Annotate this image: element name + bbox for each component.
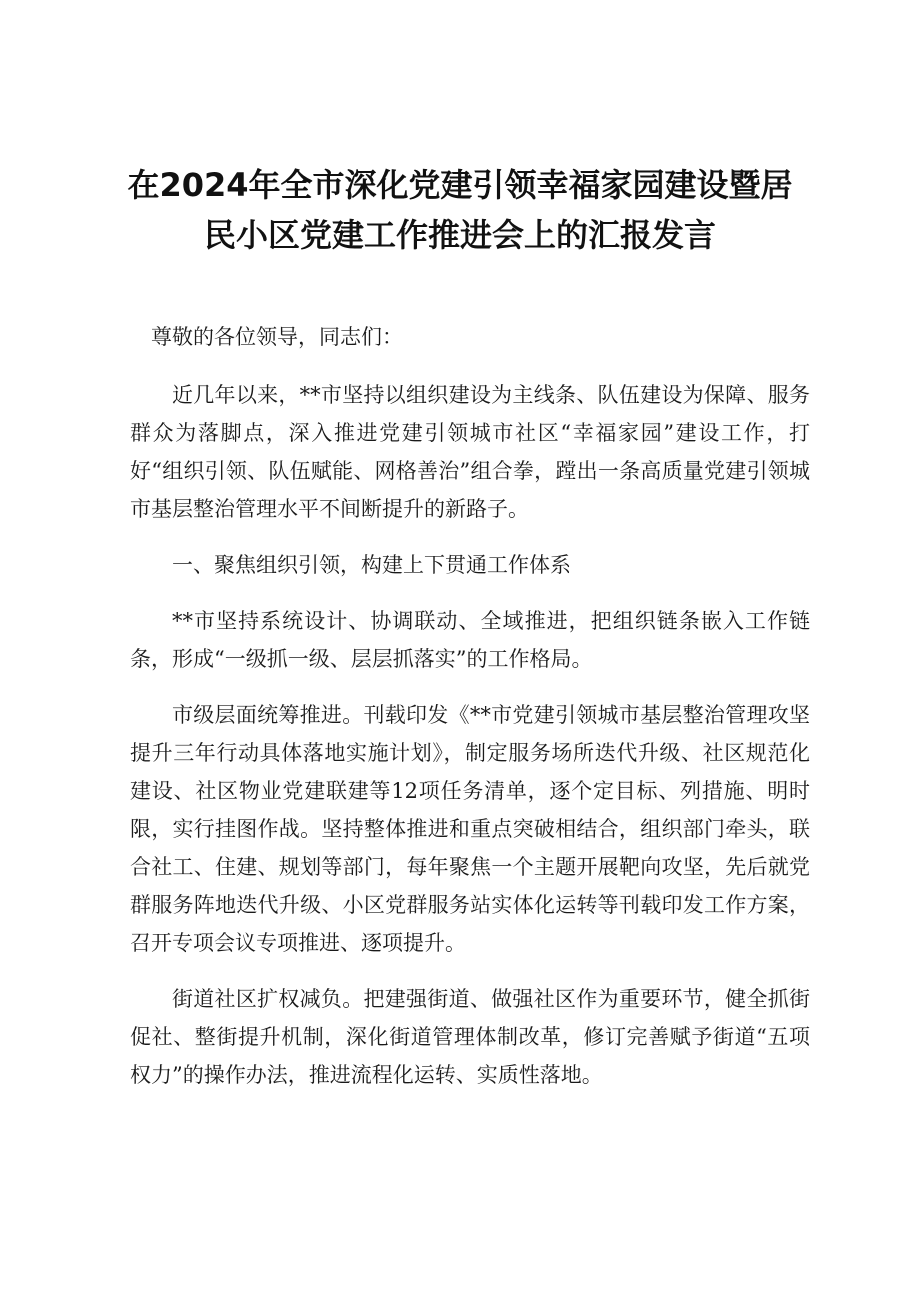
paragraph-intro: 近几年以来，**市坚持以组织建设为主线条、队伍建设为保障、服务群众为落脚点，深入推进党建引领城市社区“幸福家园”建设工作，打好“组织引领、队伍赋能、网格善治”组合拳，蹚出一条高质量党建引领城市基层整治管理水平不间断提升的新路子。 [130,383,810,521]
paragraph-section-1-overview: **市坚持系统设计、协调联动、全域推进，把组织链条嵌入工作链条，形成“一级抓一级、层层抓落实”的工作格局。 [130,609,810,671]
salutation: 尊敬的各位领导，同志们： [151,325,403,349]
title-line-1: 在2024年全市深化党建引领幸福家园建设暨居 [127,166,793,204]
title-line-2: 民小区党建工作推进会上的汇报发言 [203,216,716,254]
document-body [130,318,810,1094]
section-heading-1: 一、聚焦组织引领，构建上下贯通工作体系 [172,553,571,577]
document-title [120,160,800,260]
paragraph-street-community: 街道社区扩权减负。把建强街道、做强社区作为重要环节，健全抓街促社、整街提升机制，深化街道管理体制改革，修订完善赋予街道“五项权力”的操作办法，推进流程化运转、实质性落地。 [130,987,810,1087]
paragraph-city-level: 市级层面统筹推进。刊载印发《**市党建引领城市基层整治管理攻坚提升三年行动具体落地实施计划》，制定服务场所迭代升级、社区规范化建设、社区物业党建联建等12项任务清单，逐个定目标、列措施、明时限，实行挂图作战。坚持整体推进和重点突破相结合，组织部门牵头，联合社工、住建、规划等部门，每年聚焦一个主题开展靶向攻坚，先后就党群服务阵地迭代升级、小区党群服务站实体化运转等刊载印发工作方案，召开专项会议专项推进、逐项提升。 [130,703,810,955]
